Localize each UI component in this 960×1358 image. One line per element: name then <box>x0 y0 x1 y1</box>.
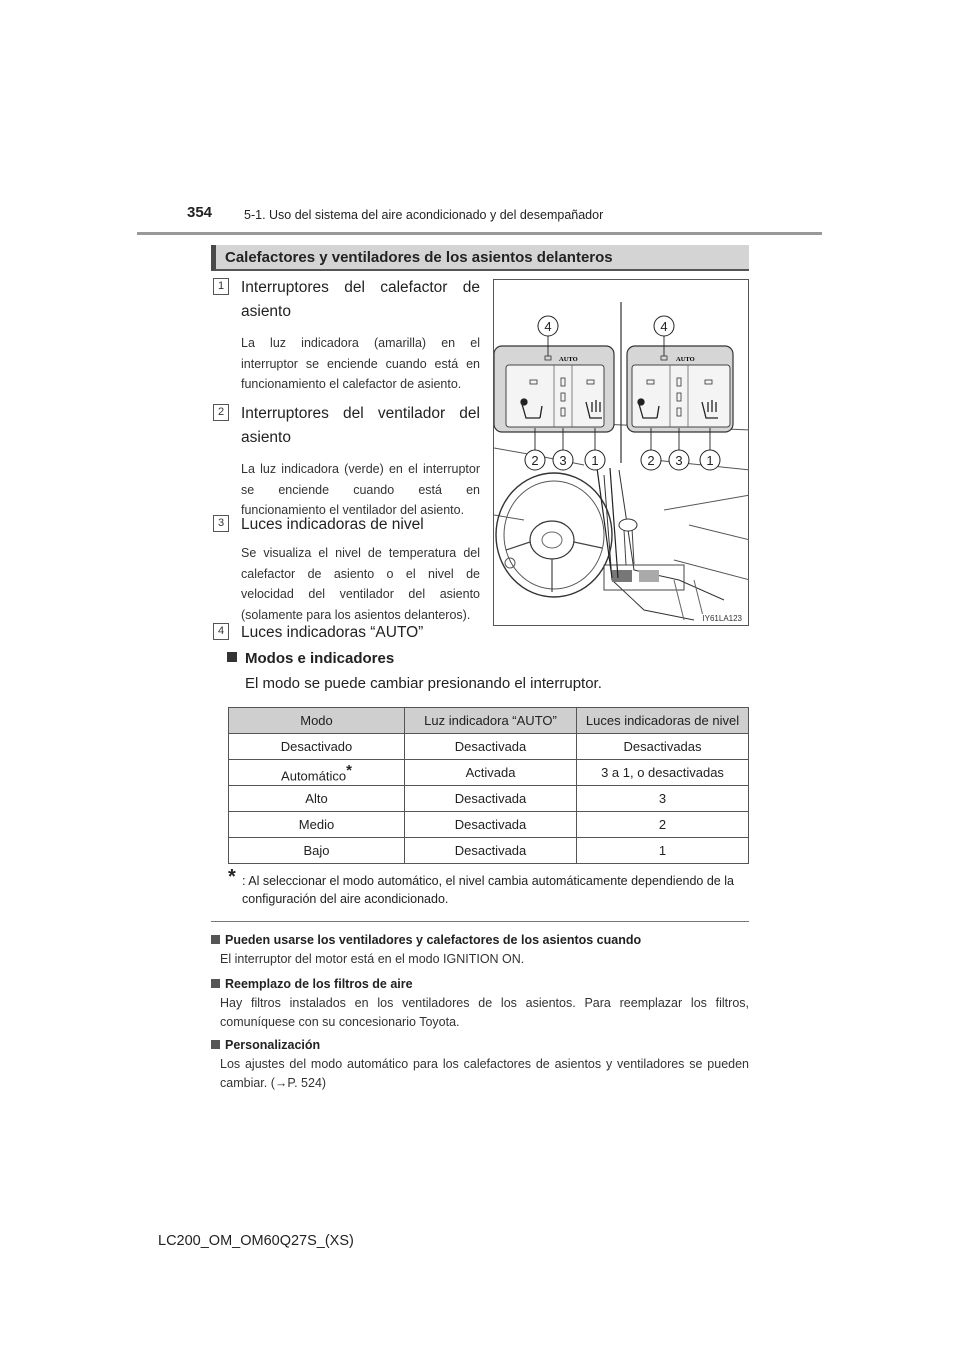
note-title <box>211 931 749 950</box>
table-cell: Desactivada <box>405 838 577 864</box>
footnote <box>228 866 748 908</box>
table-row <box>229 812 749 838</box>
callout-2-right: 2 <box>647 453 655 468</box>
table-header-cell: Modo <box>229 708 405 734</box>
note-title <box>211 1036 749 1055</box>
table-cell: Activada <box>405 760 577 786</box>
chapter-title: 5-1. Uso del sistema del aire acondicionado y del desempañador <box>244 208 604 222</box>
table-cell: Alto <box>229 786 405 812</box>
auto-label-left: AUTO <box>559 356 578 363</box>
item-title: Interruptores del ventilador del asiento <box>241 405 480 446</box>
figure-code: IY61LA123 <box>702 614 742 623</box>
item-title: Luces indicadoras “AUTO” <box>241 624 424 641</box>
square-bullet-icon <box>211 979 220 988</box>
modes-heading-text: Modos e indicadores <box>245 650 395 667</box>
header-rule <box>137 232 822 235</box>
note-2 <box>211 975 749 1032</box>
modes-intro: El modo se puede cambiar presionando el interruptor. <box>245 675 602 692</box>
table-cell: Desactivado <box>229 734 405 760</box>
table-header-cell: Luz indicadora “AUTO” <box>405 708 577 734</box>
callout-4-right: 4 <box>660 319 668 334</box>
table-header-row <box>229 708 749 734</box>
table-cell-text: Automático <box>281 768 347 784</box>
right-switch-panel <box>627 346 733 432</box>
section-heading <box>211 245 749 271</box>
item-description: Se visualiza el nivel de temperatura del calefactor de asiento o el nivel de velocidad del ventilador del asiento (solamente para los asientos delanteros). <box>241 546 480 622</box>
note-body: Hay filtros instalados en los ventiladores de los asientos. Para reemplazar los filtros, comuníquese con su concesionario Toyota. <box>220 996 749 1029</box>
item-number: 4 <box>213 623 229 640</box>
table-cell: 3 <box>577 786 749 812</box>
seat-switch-illustration <box>494 280 749 626</box>
table-cell: 3 a 1, o desactivadas <box>577 760 749 786</box>
item-2 <box>213 402 480 521</box>
callout-1-left: 1 <box>591 453 599 468</box>
callout-3-left: 3 <box>559 453 567 468</box>
callout-4-left: 4 <box>544 319 552 334</box>
table-cell: Desactivada <box>405 734 577 760</box>
footer-code: LC200_OM_OM60Q27S_(XS) <box>158 1233 354 1249</box>
table-cell <box>229 760 405 786</box>
item-1 <box>213 276 480 395</box>
square-bullet-icon <box>227 652 237 662</box>
footnote-text: : Al seleccionar el modo automático, el nivel cambia automáticamente dependiendo de la configuración del aire acondicionado. <box>242 874 734 906</box>
note-body: Los ajustes del modo automático para los calefactores de asientos y ventiladores se pueden cambiar. (→P. 524) <box>220 1057 749 1090</box>
note-body: El interruptor del motor está en el modo IGNITION ON. <box>220 952 525 966</box>
note-1 <box>211 931 749 969</box>
item-title: Interruptores del calefactor de asiento <box>241 279 480 320</box>
note-title <box>211 975 749 994</box>
item-title: Luces indicadoras de nivel <box>241 516 424 533</box>
table-header-cell: Luces indicadoras de nivel <box>577 708 749 734</box>
table-cell: Bajo <box>229 838 405 864</box>
item-description: La luz indicadora (verde) en el interruptor se enciende cuando está en funcionamiento el ventilador del asiento. <box>241 462 480 517</box>
square-bullet-icon <box>211 935 220 944</box>
table-cell: Desactivadas <box>577 734 749 760</box>
note-title-text: Reemplazo de los filtros de aire <box>225 977 413 991</box>
table-cell: Desactivada <box>405 812 577 838</box>
note-title-text: Personalización <box>225 1038 321 1052</box>
item-3 <box>213 513 480 625</box>
table-cell: Medio <box>229 812 405 838</box>
item-number: 2 <box>213 404 229 421</box>
table-row <box>229 786 749 812</box>
divider <box>211 921 749 922</box>
table-cell: Desactivada <box>405 786 577 812</box>
asterisk-mark: * <box>346 761 352 779</box>
table-cell: 2 <box>577 812 749 838</box>
table-row <box>229 838 749 864</box>
square-bullet-icon <box>211 1040 220 1049</box>
left-switch-panel <box>494 346 614 432</box>
note-3 <box>211 1036 749 1093</box>
callout-2-left: 2 <box>531 453 539 468</box>
table-cell: 1 <box>577 838 749 864</box>
table-row <box>229 734 749 760</box>
asterisk-mark: * <box>228 866 236 888</box>
callout-3-right: 3 <box>675 453 683 468</box>
item-description: La luz indicadora (amarilla) en el interruptor se enciende cuando está en funcionamiento el calefactor de asiento. <box>241 336 480 391</box>
auto-label-right: AUTO <box>676 356 695 363</box>
item-number: 3 <box>213 515 229 532</box>
item-4 <box>213 621 513 645</box>
modes-table <box>228 707 749 864</box>
section-title: Calefactores y ventiladores de los asientos delanteros <box>225 249 613 266</box>
table-row <box>229 760 749 786</box>
page-number: 354 <box>187 204 213 221</box>
note-title-text: Pueden usarse los ventiladores y calefactores de los asientos cuando <box>225 933 642 947</box>
modes-heading <box>227 650 394 667</box>
callout-1-right: 1 <box>706 453 714 468</box>
item-number: 1 <box>213 278 229 295</box>
seat-switch-figure <box>493 279 749 626</box>
